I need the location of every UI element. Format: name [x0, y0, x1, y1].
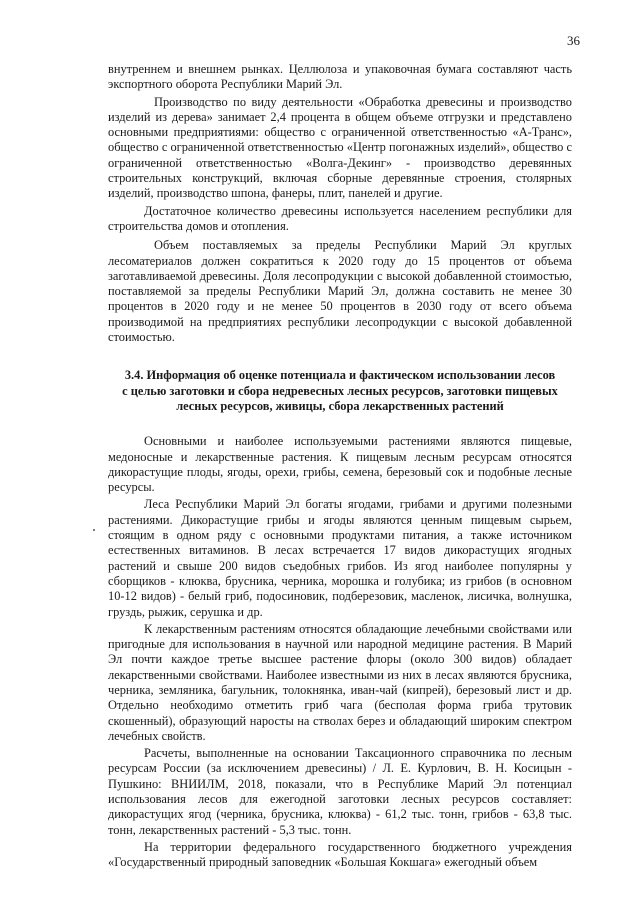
section-heading-line: с целью заготовки и сбора недревесных лесных ресурсов, заготовки пищевых — [122, 383, 558, 398]
section-heading-line: 3.4. Информация об оценке потенциала и фактическом использовании лесов — [124, 368, 556, 383]
paragraph: На территории федерального государственного бюджетного учреждения «Государственный природный заповедник «Большая Кокшага» ежегодный объем — [108, 839, 572, 870]
section-heading-line: лесных ресурсов, живицы, сбора лекарственных растений — [176, 398, 504, 413]
page-number: 36 — [567, 33, 580, 48]
paragraph: Объем поставляемых за пределы Республики Марий Эл круглых лесоматериалов должен сократиться к 2020 году до 15 процентов от объема заготавливаемой древесины. Доля лесопродукции с высокой добавленной стоимостью, поставляемой за пределы Республики Марий Эл, должна составить не менее 30 процентов в 2020 году и не менее 50 процентов в 2030 году от всего объема производимой на предприятиях республики лесопродукции с высокой добавленной стоимостью. — [108, 238, 572, 345]
margin-mark — [93, 529, 95, 531]
paragraph: Расчеты, выполненные на основании Таксационного справочника по лесным ресурсам России (за исключением древесины) / Л. Е. Курлович, В. Н. Косицын - Пушкино: ВНИИЛМ, 2018, показали, что в Республике Марий Эл потенциал использования лесов для ежегодной заготовки лесных ресурсов составляет: дикорастущих ягод (черника, брусника, клюква) - 61,2 тыс. тонн, грибов - 63,8 тыс. тонн, лекарственных растений - 5,3 тыс. тонн. — [108, 746, 572, 837]
paragraph: Достаточное количество древесины используется населением республики для строительства домов и отопления. — [108, 203, 572, 233]
paragraph: Производство по виду деятельности «Обработка древесины и производство изделий из дерева» занимает 2,4 процента в общем объеме отгрузки и представлено основными предприятиями: общество с ограниченной ответственностью «А-Транс», общество с ограниченной ответственностью «Центр погонажных изделий», общество с ограниченной ответственностью «Волга-Декинг» - производство деревянных строительных конструкций, включая сборные деревянные строения, столярных изделий, производство шпона, фанеры, плит, панелей и другие. — [108, 94, 572, 201]
section-heading — [108, 368, 572, 414]
paragraph: Леса Республики Марий Эл богаты ягодами, грибами и другими полезными растениями. Дикорастущие грибы и ягоды являются ценным пищевым сырьем, стоящим в одном ряду с основными продуктами питания, а также источником естественных витаминов. В лесах встречается 17 видов дикорастущих ягодных растений и свыше 200 видов съедобных грибов. Из ягод наиболее популярны у сборщиков - клюква, брусника, черника, морошка и голубика; из грибов (в основном 10-12 видов) - белый гриб, подосиновик, подберезовик, масленок, лисичка, волнушка, груздь, рыжик, серушка и др. — [108, 497, 572, 619]
paragraph: Основными и наиболее используемыми растениями являются пищевые, медоносные и лекарственные растения. К пищевым лесным ресурсам относятся дикорастущие плоды, ягоды, орехи, грибы, семена, березовый сок и подобные лесные ресурсы. — [108, 434, 572, 495]
paragraph: внутреннем и внешнем рынках. Целлюлоза и упаковочная бумага составляют часть экспортного оборота Республики Марий Эл. — [108, 62, 572, 92]
paragraph: К лекарственным растениям относятся обладающие лечебными свойствами или пригодные для использования в научной или народной медицине растения. В Марий Эл почти каждое третье высшее растение флоры (около 300 видов) обладает лекарственными свойствами. Наиболее известными из них в лесах являются брусника, черника, земляника, багульник, толокнянка, иван-чай (кипрей), березовый лист и др. Отдельно необходимо отметить гриб чага (бесполая форма гриба трутовик скошенный), образующий наросты на стволах берез и обладающий широким спектром лечебных свойств. — [108, 621, 572, 743]
document-body — [108, 62, 572, 871]
